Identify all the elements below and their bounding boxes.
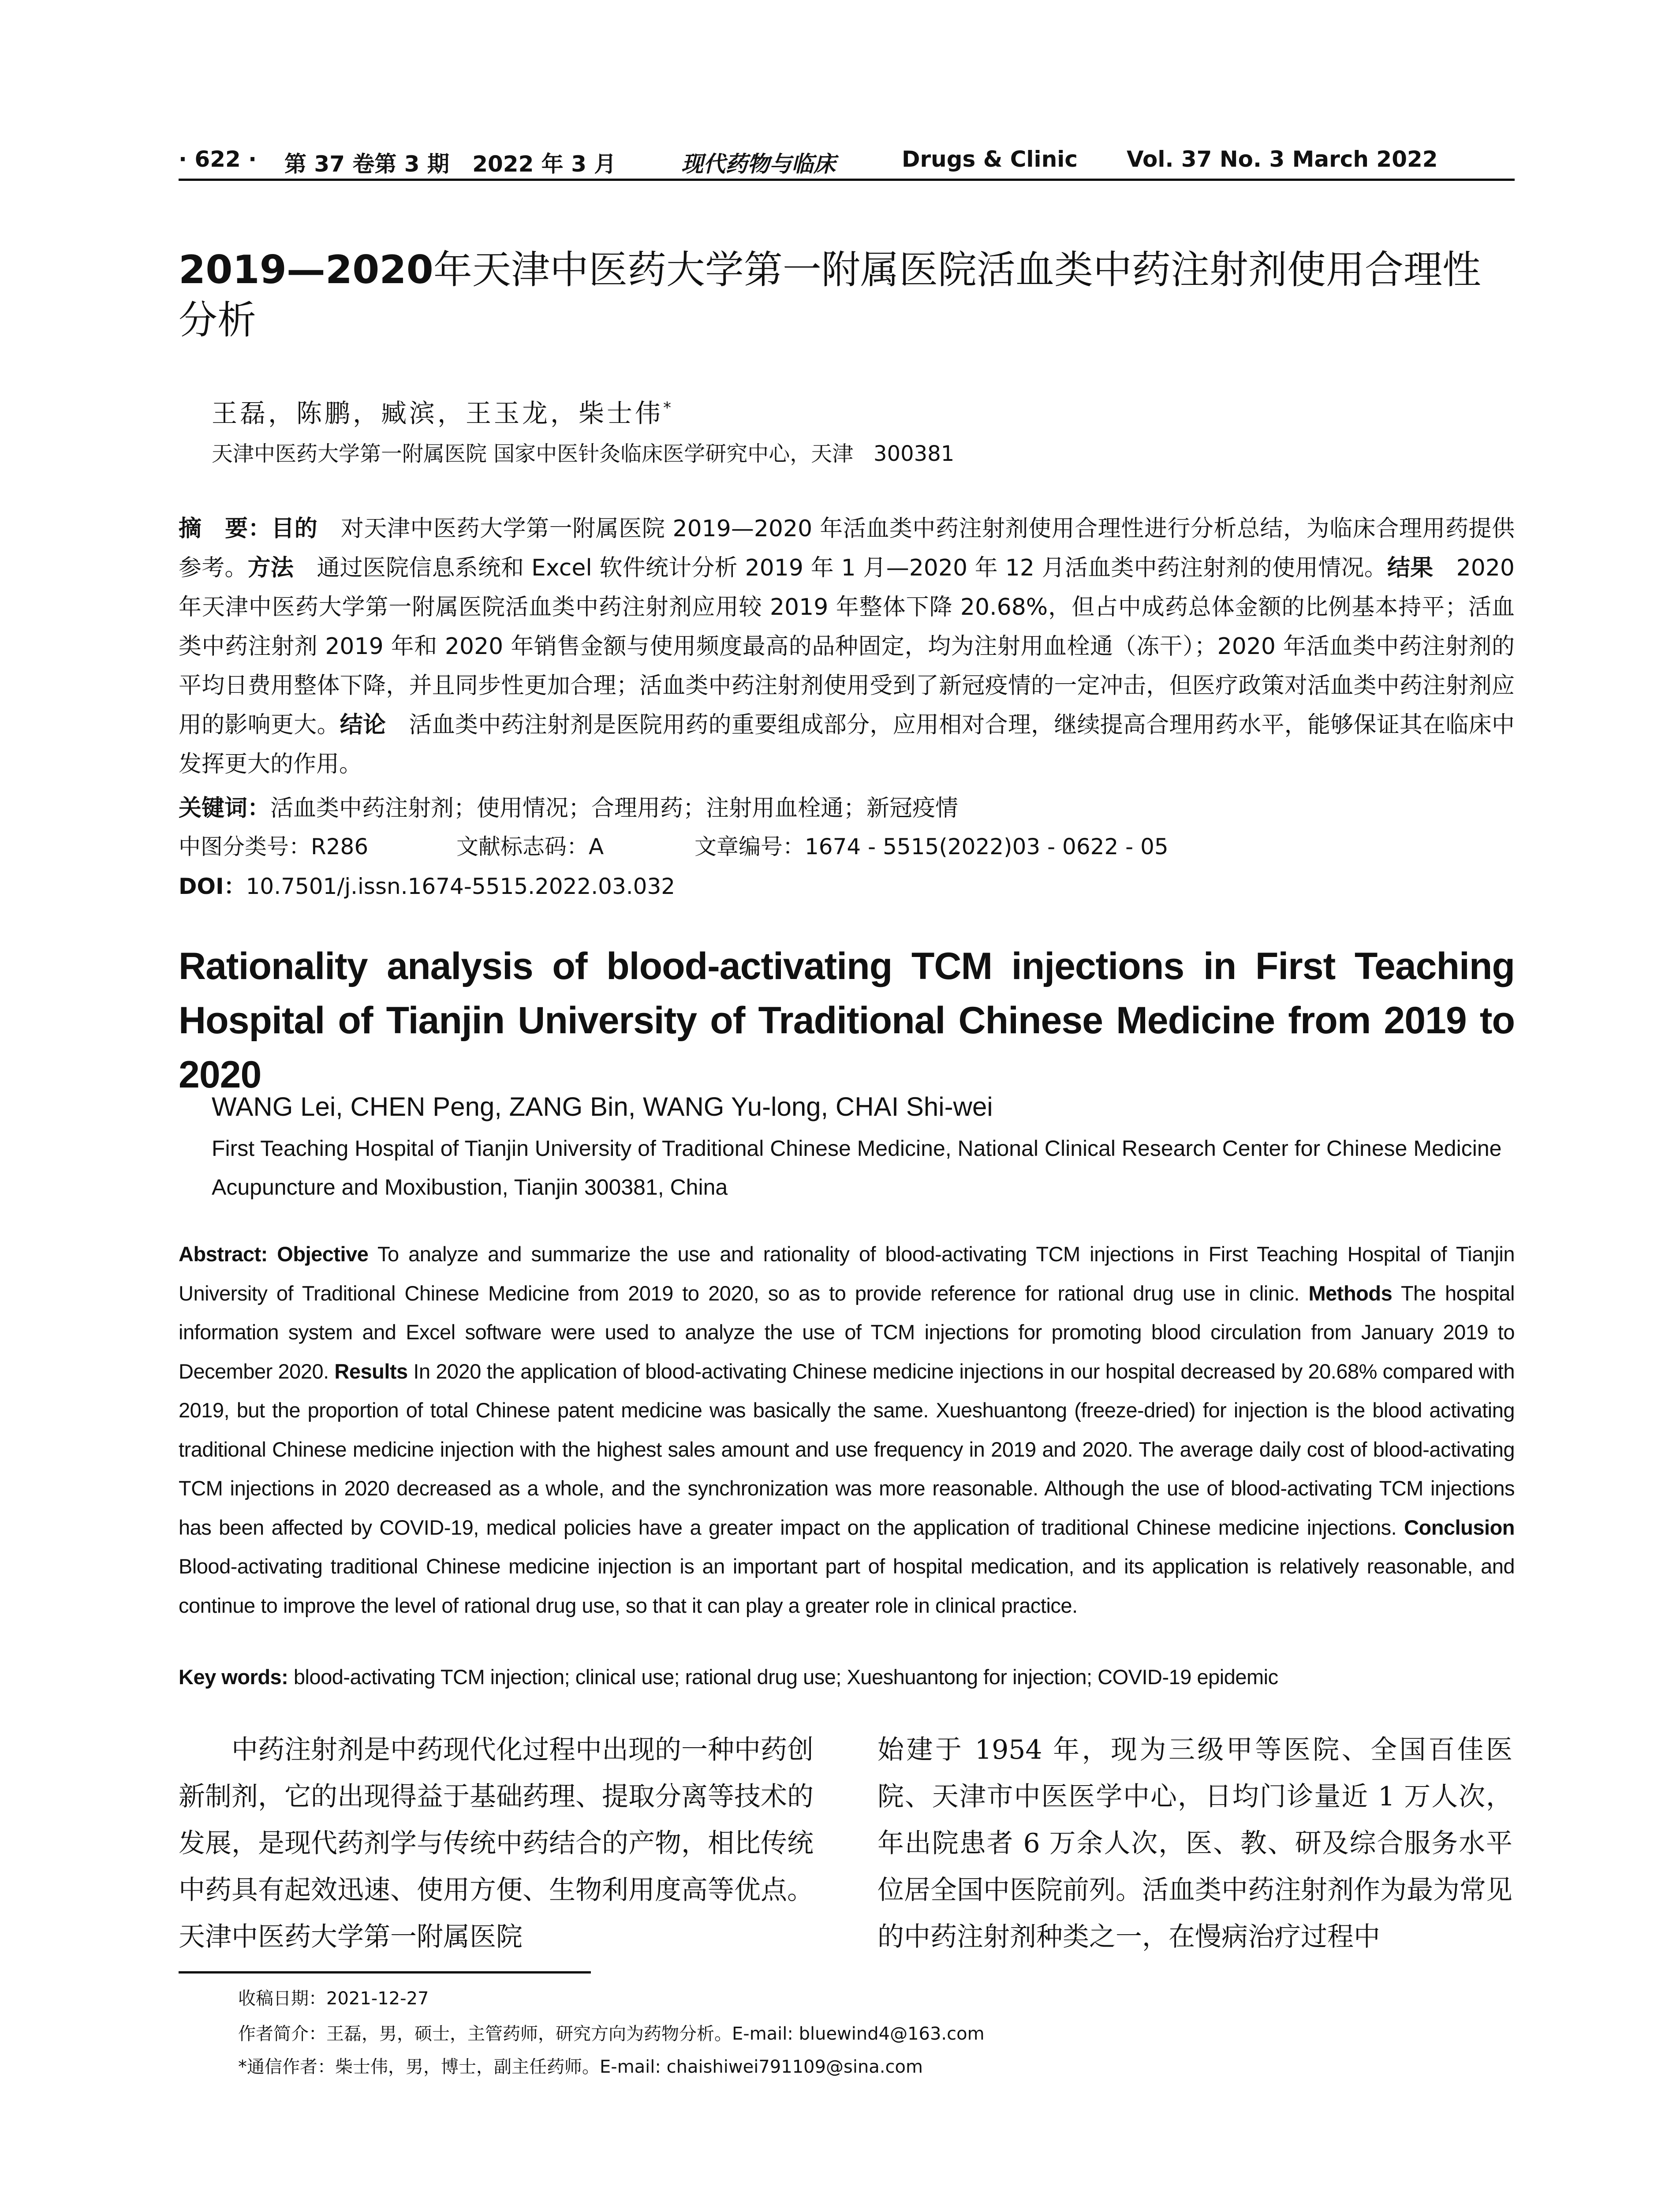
- methods-cn: 通过医院信息系统和 Excel 软件统计分析 2019 年 1 月—2020 年 12 月活血类中药注射剂的使用情况。: [294, 555, 1387, 581]
- keywords-en: [179, 1665, 1278, 1689]
- objective-en: To analyze and summarize the use and rationality of blood-activating TCM injections in First Teaching Hospital of Tianjin University of Traditional Chinese Medicine from 2019 to 2020, so as to provide reference for rational drug use in clinic.: [179, 1242, 1515, 1305]
- keywords-en-label: Key words:: [179, 1665, 288, 1689]
- running-header: [179, 140, 1501, 181]
- methods-en: The hospital information system and Excel software were used to analyze the use of TCM injections for promoting blood circulation from January 2019 to December 2020.: [179, 1281, 1515, 1383]
- methods-label-cn: 方法: [247, 555, 294, 581]
- title-en: Rationality analysis of blood-activating TCM injections in First Teaching Hospital of Tianjin University of Traditional Chinese Medicine from 2019 to 2020: [179, 945, 1515, 1096]
- title-cn: [179, 245, 1515, 346]
- conclusion-en: Blood-activating traditional Chinese medicine injection is an important part of hospital medication, and its application is relatively reasonable, and continue to improve the level of rational drug use, so that it can play a greater role in clinical practice.: [179, 1555, 1515, 1617]
- objective-label-cn: 目的: [271, 516, 318, 542]
- author-bio: 王磊，男，硕士，主管药师，研究方向为药物分析。E-mail: bluewind4@163.com: [326, 2024, 985, 2044]
- methods-label-en: Methods: [1308, 1281, 1393, 1305]
- results-en: In 2020 the application of blood-activating Chinese medicine injections in our hospital decreased by 20.68% compared with 2019, but the proportion of total Chinese patent medicine was basically the same. Xueshuantong (freeze-dried) for injection is the blood activating traditional Chinese medicine injection with the highest sales amount and use frequency in 2019 and 2020. The average daily cost of blood-activating TCM injections in 2020 decreased as a whole, and the synchronization was more reasonable. Although the use of blood-activating TCM injections has been affected by COVID-19, medical policies have a greater impact on the application of traditional Chinese medicine injections.: [179, 1359, 1515, 1539]
- footnote-rule: [179, 1971, 591, 1973]
- affiliation-en: First Teaching Hospital of Tianjin University of Traditional Chinese Medicine, National Clinical Research Center for Chinese Medicine Acupuncture and Moxibustion, Tianjin 300381, China: [212, 1136, 1502, 1200]
- affiliation-cn: 天津中医药大学第一附属医院 国家中医针灸临床医学研究中心，天津 300381: [212, 441, 955, 466]
- abstract-cn-label: 摘 要：: [179, 516, 272, 542]
- corresponding-mark: *: [663, 399, 674, 417]
- doi-value: 10.7501/j.issn.1674-5515.2022.03.032: [246, 874, 676, 899]
- received-label: 收稿日期：: [238, 1988, 326, 2009]
- corresponding-label: *通信作者：: [238, 2057, 335, 2077]
- footnote-author: [238, 2020, 985, 2045]
- article-number: 文章编号：1674 - 5515(2022)03 - 0622 - 05: [694, 834, 1169, 860]
- body-column-left: 中药注射剂是中药现代化过程中出现的一种中药创新制剂，它的出现得益于基础药理、提取分离等技术的发展，是现代药剂学与传统中药结合的产物，相比传统中药具有起效迅速、使用方便、生物利用度高等优点。天津中医药大学第一附属医院: [179, 1734, 814, 1952]
- footnote-received: [238, 1984, 429, 2010]
- clc-number: 中图分类号：R286: [179, 834, 369, 860]
- doi-label: DOI：: [179, 874, 246, 899]
- abstract-cn: [179, 509, 1515, 784]
- results-cn: 2020 年天津中医药大学第一附属医院活血类中药注射剂应用较 2019 年整体下降 20.68%，但占中成药总体金额的比例基本持平；活血类中药注射剂 2019 年和 2020 年销售金额与使用频度最高的品种固定，均为注射用血栓通（冻干）；2020 年活血类中药注射剂的平均日费用整体下降，并且同步性更加合理；活血类中药注射剂使用受到了新冠疫情的一定冲击，但医疗政策对活血类中药注射剂应用的影响更大。: [179, 555, 1515, 738]
- authors-cn: [212, 392, 674, 430]
- issue-info-cn: 第 37 卷第 3 期 2022 年 3 月: [284, 151, 616, 177]
- keywords-cn-label: 关键词：: [179, 795, 271, 822]
- results-label-cn: 结果: [1387, 555, 1434, 581]
- page-number: · 622 ·: [179, 146, 257, 172]
- objective-cn: 对天津中医药大学第一附属医院 2019—2020 年活血类中药注射剂使用合理性进行分析总结，为临床合理用药提供参考。: [179, 516, 1515, 581]
- conclusion-cn: 活血类中药注射剂是医院用药的重要组成部分，应用相对合理，继续提高合理用药水平，能够保证其在临床中发挥更大的作用。: [179, 712, 1515, 777]
- conclusion-label-cn: 结论: [340, 712, 386, 738]
- title-cn-years: 2019—2020: [179, 247, 433, 292]
- conclusion-label-en: Conclusion: [1404, 1515, 1515, 1539]
- authors-cn-names: 王磊，陈鹏，臧滨，王玉龙，柴士伟: [212, 398, 664, 428]
- results-label-en: Results: [334, 1359, 408, 1383]
- keywords-cn: [179, 789, 958, 822]
- header-rule: [179, 179, 1515, 181]
- received-date: 2021-12-27: [326, 1988, 429, 2009]
- title-cn-rest: 年天津中医药大学第一附属医院活血类中药注射剂使用合理性分析: [179, 247, 1481, 343]
- body-column-right: 始建于 1954 年，现为三级甲等医院、全国百佳医院、天津市中医医学中心，日均门诊量近 1 万人次，年出院患者 6 万余人次，医、教、研及综合服务水平位居全国中医院前列。活血类中药注射剂作为最为常见的中药注射剂种类之一，在慢病治疗过程中: [877, 1734, 1512, 1952]
- abstract-en-label: Abstract: Objective: [179, 1242, 369, 1266]
- keywords-cn-text: 活血类中药注射剂；使用情况；合理用药；注射用血栓通；新冠疫情: [270, 795, 959, 822]
- document-code: 文献标志码：A: [456, 834, 604, 860]
- author-bio-label: 作者简介：: [238, 2024, 326, 2044]
- journal-name-en: Drugs & Clinic: [902, 146, 1078, 172]
- abstract-en: [179, 1235, 1515, 1625]
- corresponding-author: 柴士伟，男，博士，副主任药师。E-mail: chaishiwei791109@sina.com: [335, 2057, 923, 2077]
- footnote-corresponding: [238, 2053, 923, 2078]
- keywords-en-text: blood-activating TCM injection; clinical use; rational drug use; Xueshuantong for injection; COVID-19 epidemic: [288, 1665, 1278, 1689]
- journal-name-cn: 现代药物与临床: [681, 151, 836, 177]
- volume-info-en: Vol. 37 No. 3 March 2022: [1127, 146, 1438, 172]
- doi: [179, 869, 675, 901]
- authors-en: WANG Lei, CHEN Peng, ZANG Bin, WANG Yu-long, CHAI Shi-wei: [212, 1092, 993, 1121]
